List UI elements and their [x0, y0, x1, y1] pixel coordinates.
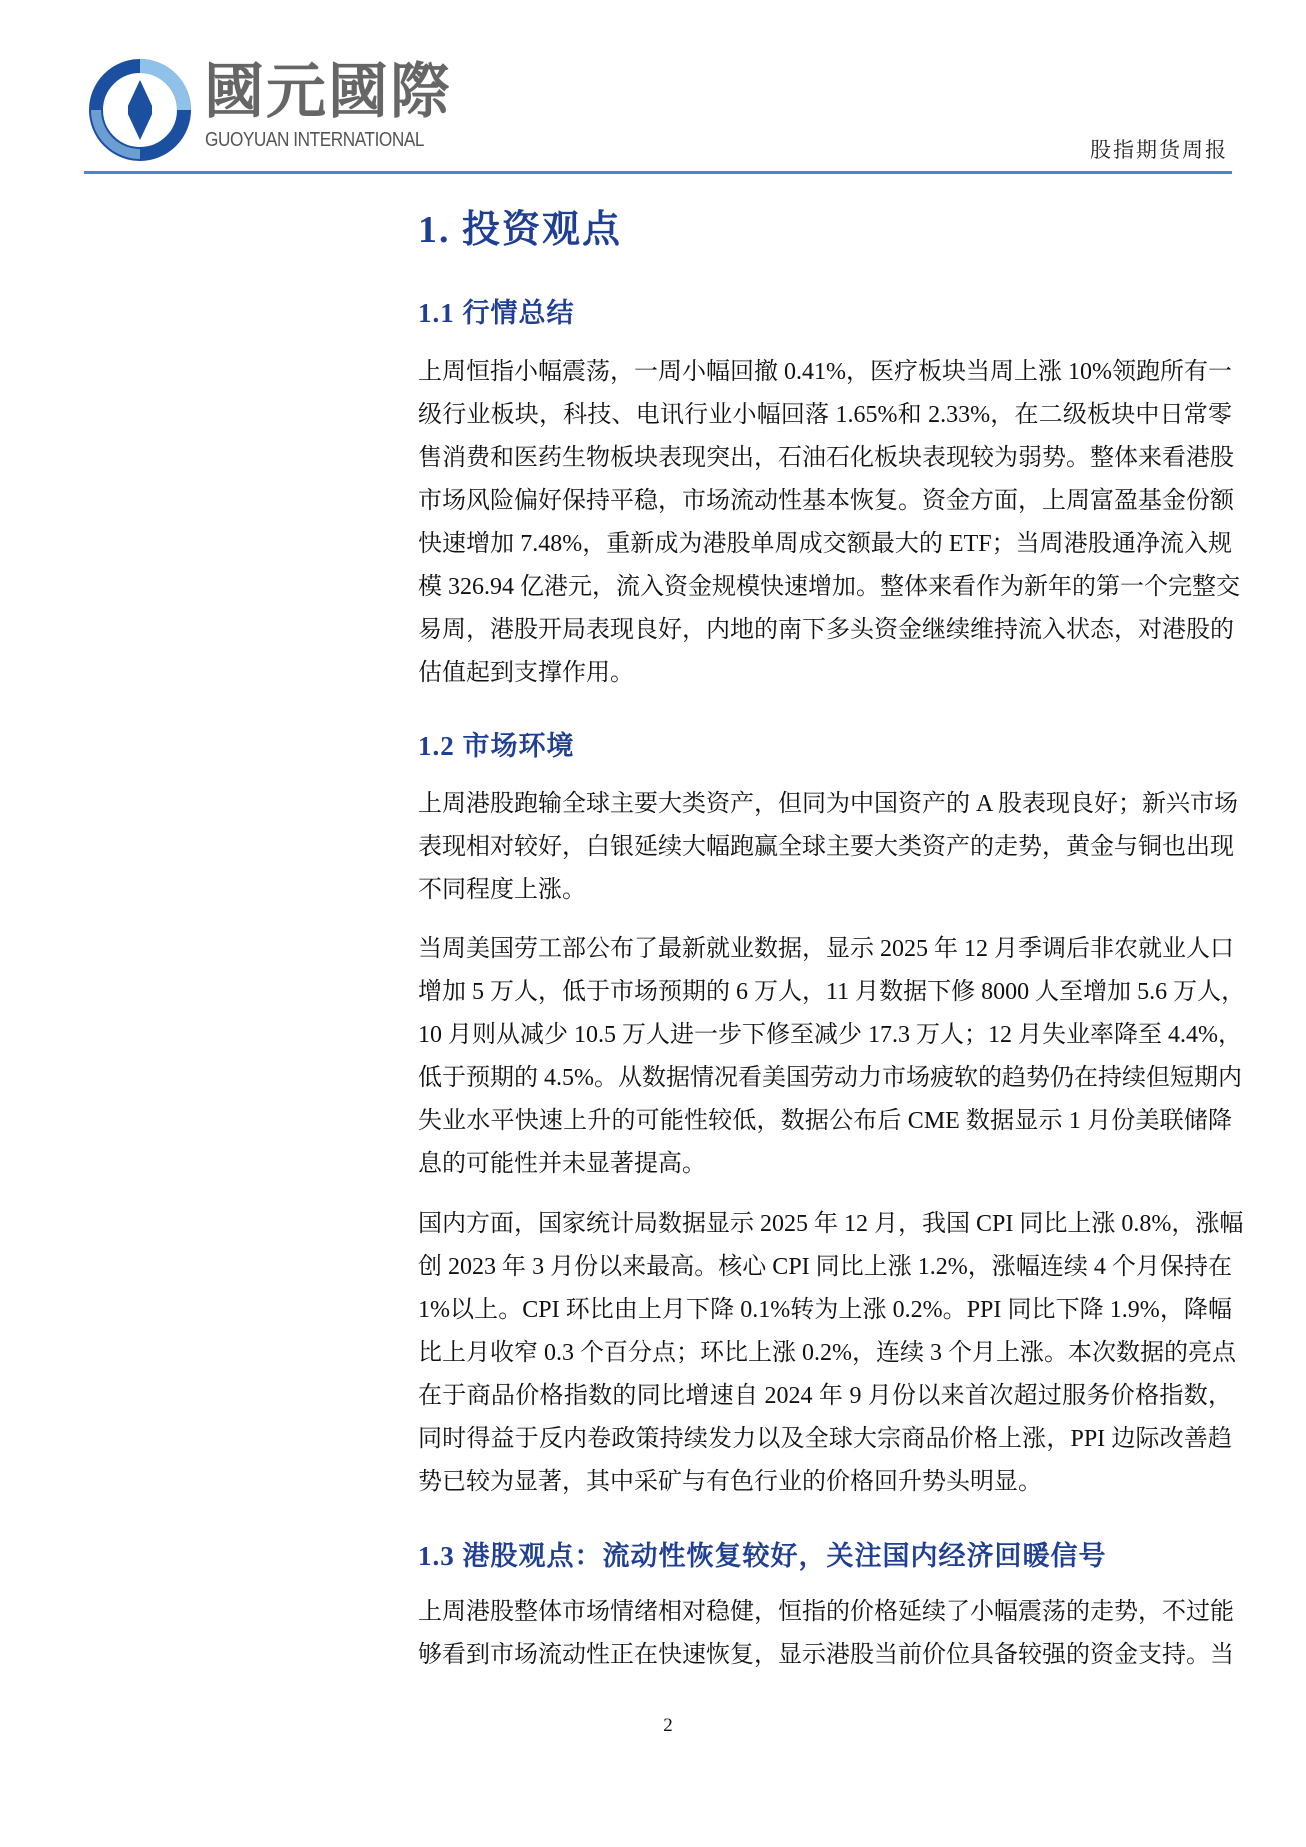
logo-chinese-name: 國元國際 — [204, 57, 452, 127]
text-line: 级行业板块，科技、电讯行业小幅回落 1.65%和 2.33%，在二级板块中日常零 — [418, 402, 1232, 428]
text-line: 息的可能性并未显著提高。 — [418, 1151, 706, 1177]
text-line: 上周恒指小幅震荡，一周小幅回撤 0.41%，医疗板块当周上涨 10%领跑所有一 — [418, 359, 1232, 385]
text-line: 售消费和医药生物板块表现突出，石油石化板块表现较为弱势。整体来看港股 — [418, 445, 1234, 471]
header-divider — [84, 171, 1232, 174]
report-type-label: 股指期货周报 — [1090, 138, 1228, 162]
paragraph — [418, 783, 1239, 912]
text-line: 上周港股跑输全球主要大类资产，但同为中国资产的 A 股表现良好；新兴市场 — [418, 791, 1239, 817]
heading-market-summary: 1.1 行情总结 — [418, 298, 575, 328]
heading-investment-view: 1. 投资观点 — [418, 209, 623, 251]
text-line: 失业水平快速上升的可能性较低，数据公布后 CME 数据显示 1 月份美联储降 — [418, 1108, 1232, 1134]
text-line: 低于预期的 4.5%。从数据情况看美国劳动力市场疲软的趋势仍在持续但短期内 — [418, 1065, 1242, 1091]
text-line: 1%以上。CPI 环比由上月下降 0.1%转为上涨 0.2%。PPI 同比下降 1.9%，降幅 — [418, 1297, 1232, 1323]
logo-english-name: GUOYUAN INTERNATIONAL — [205, 129, 425, 151]
text-line: 快速增加 7.48%，重新成为港股单周成交额最大的 ETF；当周港股通净流入规 — [418, 531, 1232, 557]
text-line: 模 326.94 亿港元，流入资金规模快速增加。整体来看作为新年的第一个完整交 — [418, 574, 1240, 600]
text-line: 在于商品价格指数的同比增速自 2024 年 9 月份以来首次超过服务价格指数， — [418, 1383, 1232, 1409]
text-line: 同时得益于反内卷政策持续发力以及全球大宗商品价格上涨，PPI 边际改善趋 — [418, 1426, 1232, 1452]
text-line: 估值起到支撑作用。 — [418, 660, 634, 686]
text-line: 不同程度上涨。 — [418, 877, 586, 903]
text-line: 增加 5 万人，低于市场预期的 6 万人，11 月数据下修 8000 人至增加 5.6 万人， — [418, 979, 1246, 1005]
text-line: 比上月收窄 0.3 个百分点；环比上涨 0.2%，连续 3 个月上涨。本次数据的亮点 — [418, 1340, 1236, 1366]
text-line: 势已较为显著，其中采矿与有色行业的价格回升势头明显。 — [418, 1469, 1042, 1495]
text-line: 创 2023 年 3 月份以来最高。核心 CPI 同比上涨 1.2%，涨幅连续 4 个月保持在 — [418, 1254, 1232, 1280]
text-line: 易周，港股开局表现良好，内地的南下多头资金继续维持流入状态，对港股的 — [418, 617, 1234, 643]
text-line: 够看到市场流动性正在快速恢复，显示港股当前价位具备较强的资金支持。当 — [418, 1642, 1234, 1668]
paragraph — [418, 351, 1240, 695]
text-line: 上周港股整体市场情绪相对稳健，恒指的价格延续了小幅震荡的走势，不过能 — [418, 1599, 1234, 1625]
text-line: 10 月则从减少 10.5 万人进一步下修至减少 17.3 万人；12 月失业率降至 4.4%， — [418, 1022, 1242, 1048]
text-line: 表现相对较好，白银延续大幅跑赢全球主要大类资产的走势，黄金与铜也出现 — [418, 834, 1234, 860]
text-line: 当周美国劳工部公布了最新就业数据，显示 2025 年 12 月季调后非农就业人口 — [418, 936, 1234, 962]
logo-icon — [88, 58, 192, 162]
heading-hk-stock-view: 1.3 港股观点：流动性恢复较好，关注国内经济回暖信号 — [418, 1541, 1107, 1571]
text-line: 国内方面，国家统计局数据显示 2025 年 12 月，我国 CPI 同比上涨 0.8%，涨幅 — [418, 1211, 1244, 1237]
text-line: 市场风险偏好保持平稳，市场流动性基本恢复。资金方面，上周富盈基金份额 — [418, 488, 1234, 514]
heading-market-environment: 1.2 市场环境 — [418, 731, 575, 761]
paragraph — [418, 1591, 1232, 1677]
paragraph — [418, 928, 1246, 1186]
paragraph — [418, 1203, 1244, 1504]
page-number: 2 — [663, 1715, 673, 1736]
